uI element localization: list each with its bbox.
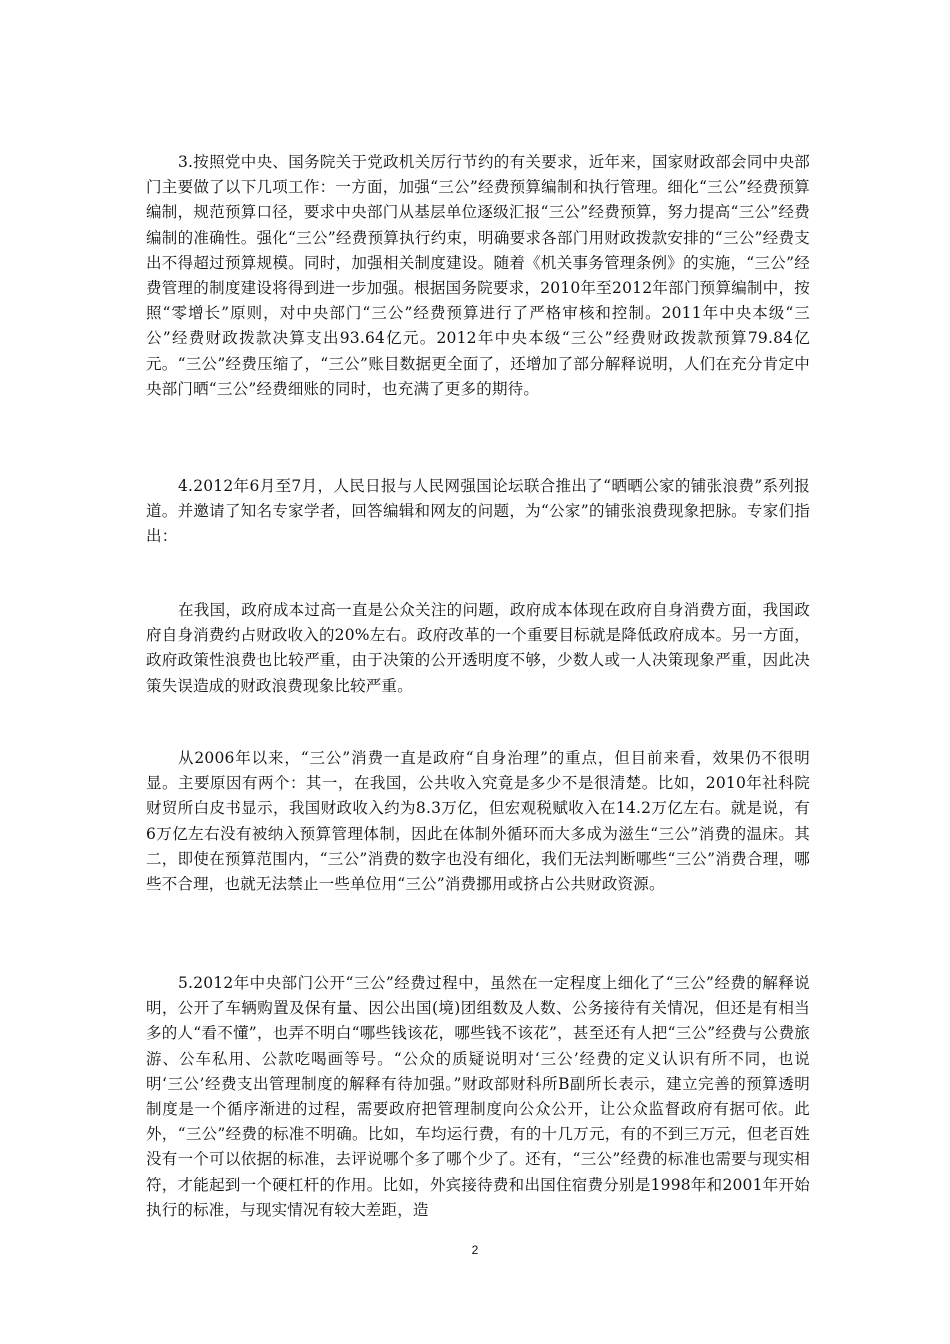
page-number: 2 bbox=[471, 1243, 479, 1257]
paragraph-since-2006: 从2006年以来，“三公”消费一直是政府“自身治理”的重点，但目前来看，效果仍不很明显。主要原因有两个：其一，在我国，公共收入究竟是多少不是很清楚。比如，2010年社科院财贸所白皮书显示，我国财政收入约为8.3万亿，但宏观税赋收入在14.2万亿左右。就是说，有6万亿左右没有被纳入预算管理体制，因此在体制外循环而大多成为滋生“三公”消费的温床。其二，即使在预算范围内，“三公”消费的数字也没有细化，我们无法判断哪些“三公”消费合理，哪些不合理，也就无法禁止一些单位用“三公”消费挪用或挤占公共财政资源。 bbox=[146, 749, 810, 894]
paragraph-government-cost: 在我国，政府成本过高一直是公众关注的问题，政府成本体现在政府自身消费方面，我国政府自身消费约占财政收入的20%左右。政府改革的一个重要目标就是降低政府成本。另一方面，政府政策性浪费也比较严重，由于决策的公开透明度不够，少数人或一人决策现象严重，因此决策失误造成的财政浪费现象比较严重。 bbox=[146, 601, 810, 695]
paragraph-item-5: 5.2012年中央部门公开“三公”经费过程中，虽然在一定程度上细化了“三公”经费的解释说明，公开了车辆购置及保有量、因公出国(境)团组数及人数、公务接待有关情况，但还是有相当多的人“看不懂”，也弄不明白“哪些钱该花，哪些钱不该花”，甚至还有人把“三公”经费与公费旅游、公车私用、公款吃喝画等号。“公众的质疑说明对‘三公’经费的定义认识有所不同，也说明‘三公’经费支出管理制度的解释有待加强。”财政部财科所B副所长表示，建立完善的预算透明制度是一个循序渐进的过程，需要政府把管理制度向公众公开，让公众监督政府有据可依。此外，“三公”经费的标准不明确。比如，车均运行费，有的十几万元，有的不到三万元，但老百姓没有一个可以依据的标准，去评说哪个多了哪个少了。还有，“三公”经费的标准也需要与现实相符，才能起到一个硬杠杆的作用。比如，外宾接待费和出国住宿费分别是1998年和2001年开始执行的标准，与现实情况有较大差距，造 bbox=[146, 974, 810, 1219]
paragraph-item-3: 3.按照党中央、国务院关于党政机关厉行节约的有关要求，近年来，国家财政部会同中央部门主要做了以下几项工作：一方面，加强“三公”经费预算编制和执行管理。细化“三公”经费预算编制，规范预算口径，要求中央部门从基层单位逐级汇报“三公”经费预算，努力提高“三公”经费编制的准确性。强化“三公”经费预算执行约束，明确要求各部门用财政拨款安排的“三公”经费支出不得超过预算规模。同时，加强相关制度建设。随着《机关事务管理条例》的实施，“三公”经费管理的制度建设将得到进一步加强。根据国务院要求，2010年至2012年部门预算编制中，按照“零增长”原则，对中央部门“三公”经费预算进行了严格审核和控制。2011年中央本级“三公”经费财政拨款决算支出93.64亿元。2012年中央本级“三公”经费财政拨款预算79.84亿元。“三公”经费压缩了，“三公”账目数据更全面了，还增加了部分解释说明，人们在充分肯定中央部门晒“三公”经费细账的同时，也充满了更多的期待。 bbox=[146, 153, 810, 398]
paragraph-item-4: 4.2012年6月至7月，人民日报与人民网强国论坛联合推出了“晒晒公家的铺张浪费”系列报道。并邀请了知名专家学者，回答编辑和网友的问题，为“公家”的铺张浪费现象把脉。专家们指出： bbox=[146, 477, 810, 546]
